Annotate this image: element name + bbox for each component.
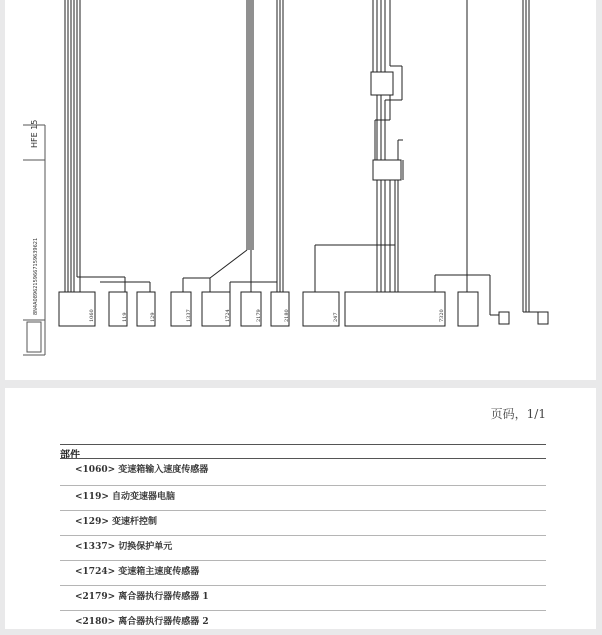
connector-label: 2180: [284, 309, 290, 322]
parts-list: [60, 458, 546, 635]
list-item: <2180> 离合器执行器传感器 2: [60, 610, 546, 635]
parts-page: [5, 388, 596, 629]
connector-label: 247: [333, 312, 339, 322]
list-item: <129> 变速杆控制: [60, 510, 546, 535]
connector-label: 1724: [225, 309, 231, 322]
connector-label: 119: [122, 312, 128, 322]
connector-label: 2179: [256, 309, 262, 322]
list-item: <2179> 离合器执行器传感器 1: [60, 585, 546, 610]
list-item: <119> 自动变速器电脑: [60, 485, 546, 510]
list-item: <1060> 变速箱输入速度传感器: [60, 458, 546, 485]
wiring-diagram: [5, 0, 596, 380]
parts-header: 部件: [60, 444, 546, 461]
side-label-top: HFE 15: [30, 119, 39, 148]
wiring-diagram-page: [5, 0, 596, 380]
side-label-bottom: 8N4A08962159667159639621: [33, 237, 39, 315]
connector-label: 7320: [439, 309, 445, 322]
list-item: <1337> 切换保护单元: [60, 535, 546, 560]
connector-label: 129: [150, 312, 156, 322]
connector-label: 1337: [186, 309, 192, 322]
connector-label: 1060: [89, 309, 95, 322]
page-indicator: 页码，1/1: [490, 407, 546, 421]
list-item: <1724> 变速箱主速度传感器: [60, 560, 546, 585]
